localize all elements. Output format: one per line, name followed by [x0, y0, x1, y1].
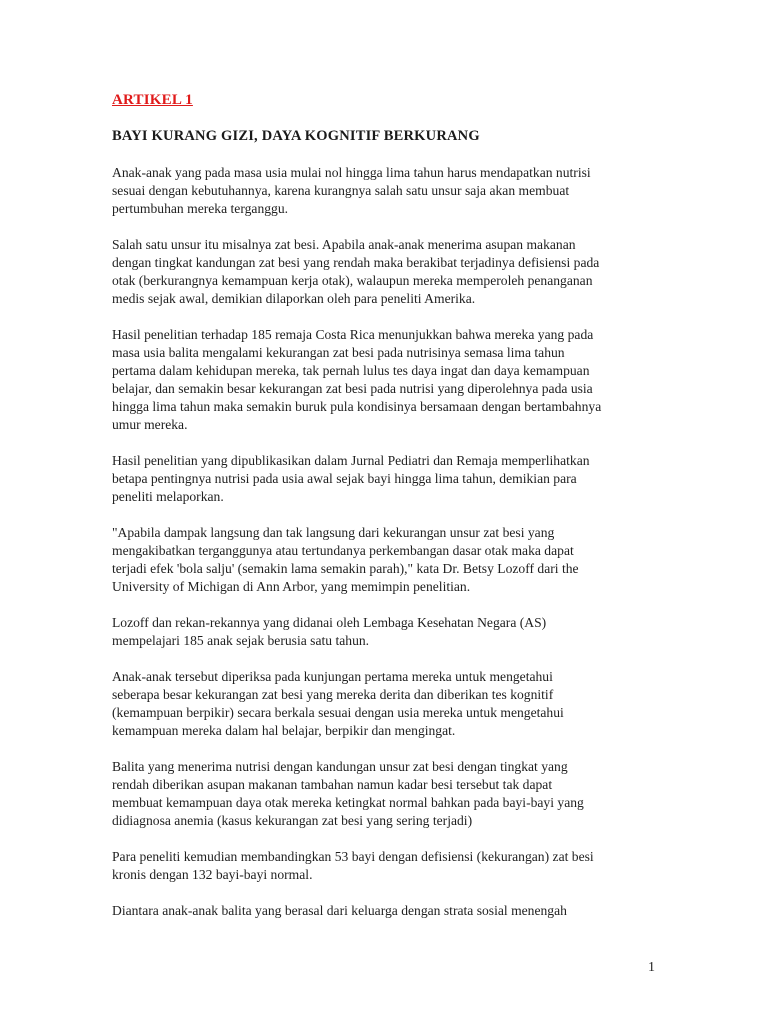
paragraph-line: mengakibatkan terganggunya atau tertundanya perkembangan dasar otak maka dapat: [112, 543, 574, 558]
paragraph-line: Para peneliti kemudian membandingkan 53 bayi dengan defisiensi (kekurangan) zat besi: [112, 849, 594, 864]
paragraph-line: sesuai dengan kebutuhannya, karena kurangnya salah satu unsur saja akan membuat: [112, 183, 570, 198]
paragraph-line: mempelajari 185 anak sejak berusia satu tahun.: [112, 633, 370, 648]
paragraph-line: seberapa besar kekurangan zat besi yang mereka derita dan diberikan tes kognitif: [112, 687, 554, 702]
paragraph-line: hingga lima tahun maka semakin buruk pula kondisinya bersamaan dengan bertambahnya: [112, 399, 602, 414]
paragraph-line: masa usia balita mengalami kekurangan zat besi pada nutrisinya semasa lima tahun: [112, 345, 565, 360]
paragraph-line: Anak-anak yang pada masa usia mulai nol hingga lima tahun harus mendapatkan nutrisi: [112, 165, 591, 180]
paragraph-line: medis sejak awal, demikian dilaporkan oleh para peneliti Amerika.: [112, 291, 476, 306]
paragraph-line: University of Michigan di Ann Arbor, yang memimpin penelitian.: [112, 579, 471, 594]
paragraph-9: [112, 848, 672, 884]
paragraph-line: betapa pentingnya nutrisi pada usia awal sejak bayi hingga lima tahun, demikian para: [112, 471, 577, 486]
paragraph-line: "Apabila dampak langsung dan tak langsung dari kekurangan unsur zat besi yang: [112, 525, 555, 540]
paragraph-line: belajar, dan semakin besar kekurangan zat besi pada nutrisi yang diperolehnya pada usia: [112, 381, 593, 396]
paragraph-line: terjadi efek 'bola salju' (semakin lama semakin parah)," kata Dr. Betsy Lozoff dari the: [112, 561, 579, 576]
page-number: 1: [648, 960, 655, 975]
paragraph-line: (kemampuan berpikir) secara berkala sesuai dengan usia mereka untuk mengetahui: [112, 705, 564, 720]
paragraph-line: membuat kemampuan daya otak mereka ketingkat normal bahkan pada bayi-bayi yang: [112, 795, 584, 810]
paragraph-8: [112, 758, 672, 830]
paragraph-3: [112, 326, 672, 434]
paragraph-line: pertama dalam kehidupan mereka, tak pernah lulus tes daya ingat dan daya kemampuan: [112, 363, 590, 378]
paragraph-10: [112, 902, 672, 920]
paragraph-2: [112, 236, 672, 308]
paragraph-line: Hasil penelitian terhadap 185 remaja Costa Rica menunjukkan bahwa mereka yang pada: [112, 327, 594, 342]
paragraph-line: Balita yang menerima nutrisi dengan kandungan unsur zat besi dengan tingkat yang: [112, 759, 568, 774]
article-title: BAYI KURANG GIZI, DAYA KOGNITIF BERKURANG: [112, 128, 480, 144]
paragraph-line: Hasil penelitian yang dipublikasikan dalam Jurnal Pediatri dan Remaja memperlihatkan: [112, 453, 590, 468]
paragraph-line: dengan tingkat kandungan zat besi yang rendah maka berakibat terjadinya defisiensi pada: [112, 255, 600, 270]
paragraph-line: umur mereka.: [112, 417, 188, 432]
paragraph-line: Lozoff dan rekan-rekannya yang didanai oleh Lembaga Kesehatan Negara (AS): [112, 615, 547, 630]
paragraph-line: rendah diberikan asupan makanan tambahan namun kadar besi tersebut tak dapat: [112, 777, 553, 792]
paragraph-1: [112, 164, 672, 218]
paragraph-line: peneliti melaporkan.: [112, 489, 224, 504]
paragraph-line: otak (berkurangnya kemampuan kerja otak), walaupun mereka memperoleh penanganan: [112, 273, 593, 288]
paragraph-7: [112, 668, 672, 740]
paragraph-line: Diantara anak-anak balita yang berasal dari keluarga dengan strata sosial menengah: [112, 903, 567, 918]
paragraph-line: kronis dengan 132 bayi-bayi normal.: [112, 867, 313, 882]
paragraph-line: Salah satu unsur itu misalnya zat besi. Apabila anak-anak menerima asupan makanan: [112, 237, 576, 252]
paragraph-6: [112, 614, 672, 650]
paragraph-line: pertumbuhan mereka terganggu.: [112, 201, 289, 216]
paragraph-line: kemampuan mereka dalam hal belajar, berpikir dan mengingat.: [112, 723, 456, 738]
paragraph-line: didiagnosa anemia (kasus kekurangan zat besi yang sering terjadi): [112, 813, 473, 828]
paragraph-line: Anak-anak tersebut diperiksa pada kunjungan pertama mereka untuk mengetahui: [112, 669, 553, 684]
article-body: [112, 164, 672, 938]
paragraph-5: [112, 524, 672, 596]
paragraph-4: [112, 452, 672, 506]
article-label: ARTIKEL 1: [112, 92, 193, 108]
